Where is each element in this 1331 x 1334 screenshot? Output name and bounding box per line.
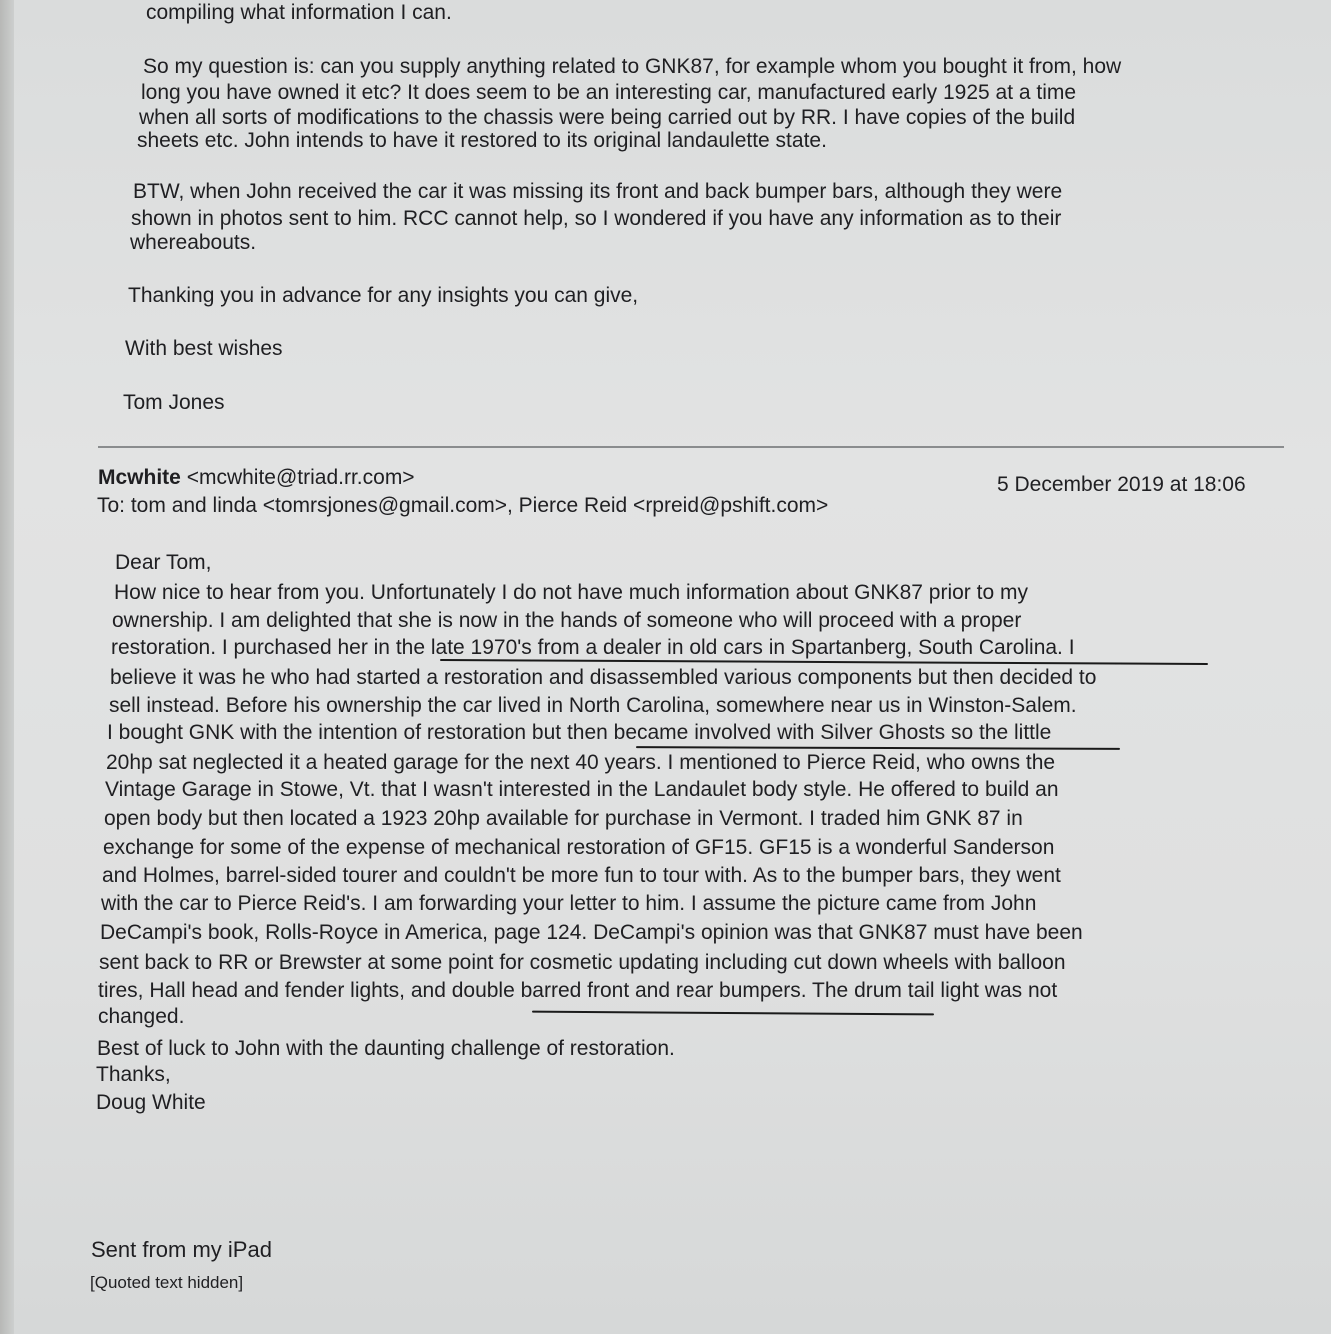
prev-line: With best wishes: [125, 337, 283, 360]
device-signature: Sent from my iPad: [91, 1237, 272, 1262]
body-line: sell instead. Before his ownership the car lived in North Carolina, somewhere near us in Winston-Salem.: [109, 694, 1077, 717]
prev-line: sheets etc. John intends to have it restored to its original landaulette state.: [137, 129, 827, 152]
body-line: believe it was he who had started a restoration and disassembled various components but then decided to: [110, 666, 1097, 689]
recipients-line: To: tom and linda <tomrsjones@gmail.com>, Pierce Reid <rpreid@pshift.com>: [97, 494, 829, 517]
body-line: DeCampi's book, Rolls-Royce in America, page 124. DeCampi's opinion was that GNK87 must have been: [100, 921, 1083, 944]
prev-line: Tom Jones: [123, 391, 225, 414]
prev-line: compiling what information I can.: [146, 1, 452, 24]
body-line: restoration. I purchased her in the late 1970's from a dealer in old cars in Spartanberg, South Carolina. I: [111, 636, 1075, 659]
body-line: ownership. I am delighted that she is now in the hands of someone who will proceed with a proper: [112, 609, 1022, 632]
body-line: open body but then located a 1923 20hp available for purchase in Vermont. I traded him GNK 87 in: [104, 807, 1023, 830]
prev-line: when all sorts of modifications to the chassis were being carried out by RR. I have copies of the build: [139, 106, 1076, 129]
message-divider: [98, 446, 1284, 448]
body-line: exchange for some of the expense of mechanical restoration of GF15. GF15 is a wonderful Sanderson: [103, 836, 1055, 859]
body-line: sent back to RR or Brewster at some point for cosmetic updating including cut down wheels with balloon: [99, 951, 1066, 974]
body-line: and Holmes, barrel-sided tourer and couldn't be more fun to tour with. As to the bumper bars, they went: [102, 864, 1061, 887]
prev-line: long you have owned it etc? It does seem to be an interesting car, manufactured early 1925 at a time: [141, 81, 1077, 104]
prev-line: whereabouts.: [130, 231, 257, 254]
prev-line: shown in photos sent to him. RCC cannot help, so I wondered if you have any information as to their: [131, 207, 1062, 230]
body-line: tires, Hall head and fender lights, and double barred front and rear bumpers. The drum tail light was not: [98, 979, 1058, 1002]
quoted-text-hidden: [Quoted text hidden]: [90, 1273, 244, 1292]
message-date: 5 December 2019 at 18:06: [997, 473, 1246, 496]
body-line: Thanks,: [96, 1063, 171, 1086]
sender-email: <mcwhite@triad.rr.com>: [186, 466, 415, 489]
body-line: changed.: [98, 1005, 185, 1028]
body-line: Vintage Garage in Stowe, Vt. that I wasn't interested in the Landaulet body style. He offered to build an: [105, 778, 1059, 801]
body-line: 20hp sat neglected it a heated garage for the next 40 years. I mentioned to Pierce Reid, who owns the: [106, 751, 1056, 774]
sender-name: Mcwhite: [98, 466, 181, 489]
body-line: Doug White: [96, 1091, 206, 1114]
body-line: I bought GNK with the intention of restoration but then became involved with Silver Ghosts so the little: [107, 721, 1052, 744]
prev-line: BTW, when John received the car it was missing its front and back bumper bars, although they were: [133, 180, 1063, 203]
paper-edge: [0, 0, 14, 1334]
body-line: Best of luck to John with the daunting challenge of restoration.: [97, 1037, 675, 1060]
prev-line: So my question is: can you supply anything related to GNK87, for example whom you bought it from, how: [143, 55, 1122, 78]
pen-underline: [532, 1011, 934, 1016]
body-line: with the car to Pierce Reid's. I am forwarding your letter to him. I assume the picture came from John: [101, 892, 1037, 915]
prev-line: Thanking you in advance for any insights you can give,: [128, 284, 639, 307]
body-line: How nice to hear from you. Unfortunately I do not have much information about GNK87 prior to my: [114, 581, 1028, 604]
body-line: Dear Tom,: [115, 551, 212, 574]
sender-line: [98, 465, 415, 491]
